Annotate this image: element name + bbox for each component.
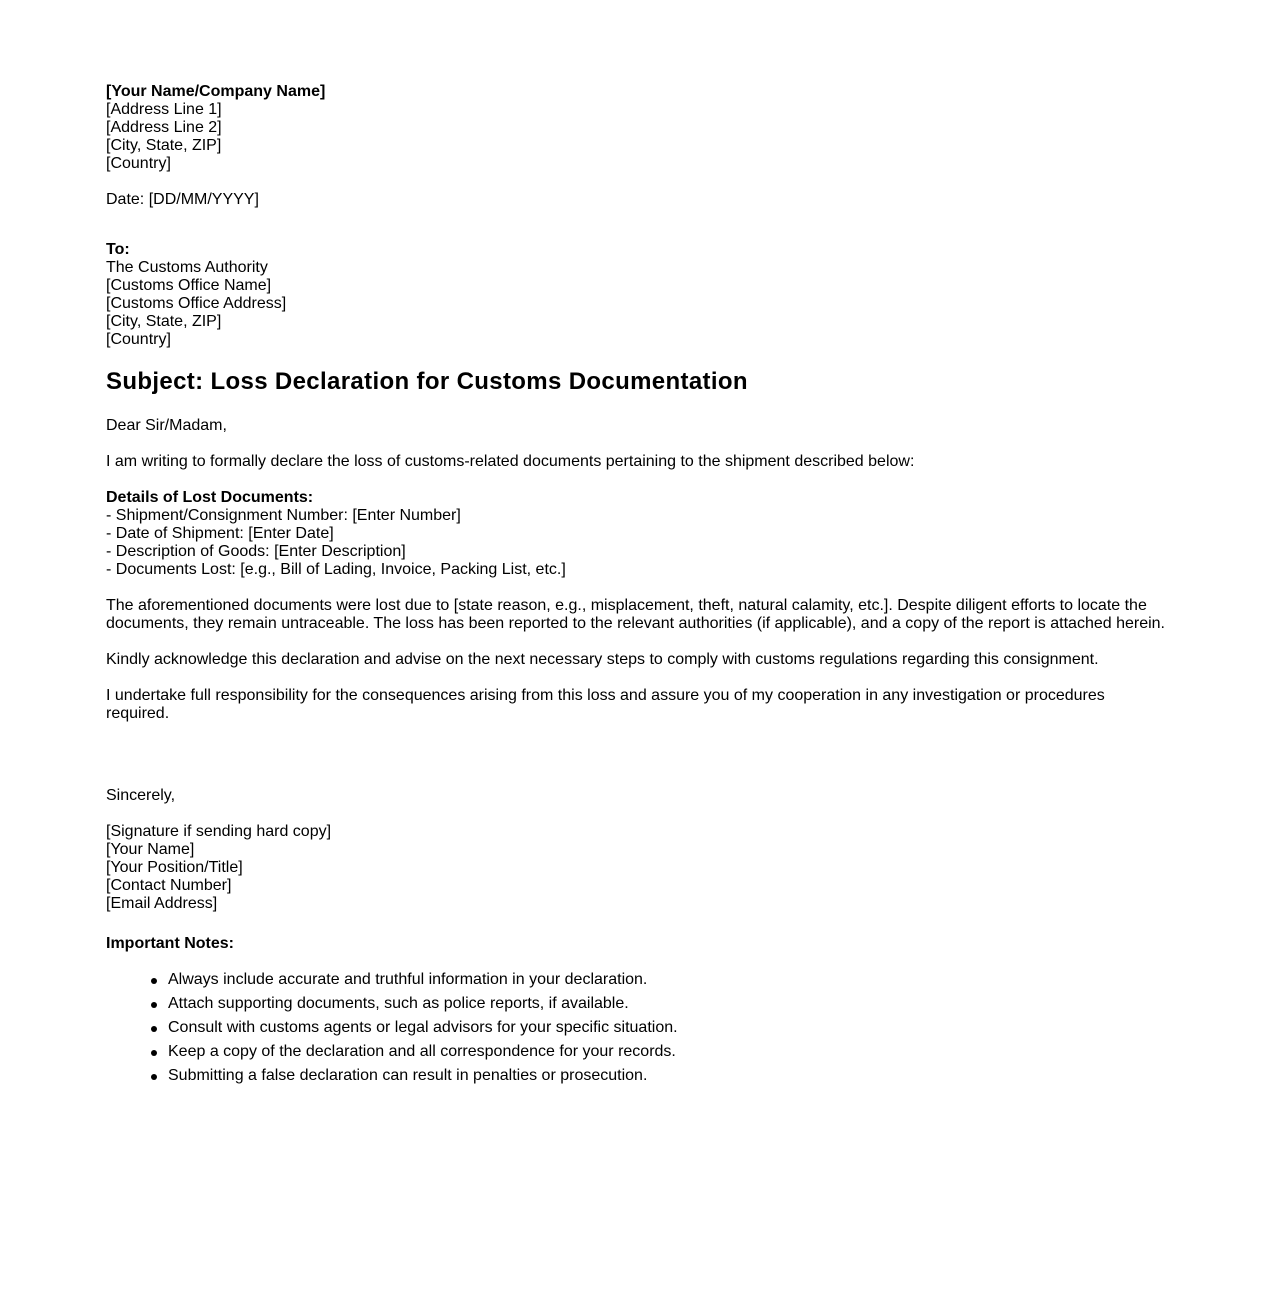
list-item: Attach supporting documents, such as police reports, if available. — [168, 995, 1176, 1019]
signature-line-4: [Contact Number] — [106, 877, 232, 894]
intro-paragraph: I am writing to formally declare the loss of customs-related documents pertaining to the shipment described below: — [106, 453, 915, 470]
signature-line-1: [Signature if sending hard copy] — [106, 823, 332, 840]
sender-name: [Your Name/Company Name] — [106, 83, 326, 100]
sender-country: [Country] — [106, 155, 171, 172]
closing: Sincerely, — [106, 787, 176, 804]
recipient-line-5: [Country] — [106, 331, 171, 348]
notes-heading: Important Notes: — [106, 935, 234, 952]
bullet-icon — [151, 1002, 157, 1008]
sender-block — [106, 83, 1176, 173]
details-item: - Description of Goods: [Enter Description] — [106, 543, 406, 560]
recipient-label: To: — [106, 241, 130, 258]
bullet-icon — [151, 1074, 157, 1080]
signature-line-5: [Email Address] — [106, 895, 218, 912]
details-heading: Details of Lost Documents: — [106, 489, 314, 506]
details-item: - Documents Lost: [e.g., Bill of Lading, Invoice, Packing List, etc.] — [106, 561, 566, 578]
recipient-line-4: [City, State, ZIP] — [106, 313, 222, 330]
list-item: Always include accurate and truthful information in your declaration. — [168, 971, 1176, 995]
recipient-block — [106, 241, 1176, 349]
recipient-line-1: The Customs Authority — [106, 259, 268, 276]
notes-list — [106, 971, 1176, 1091]
salutation: Dear Sir/Madam, — [106, 417, 227, 434]
sender-address-line-1: [Address Line 1] — [106, 101, 222, 118]
sender-address-line-2: [Address Line 2] — [106, 119, 222, 136]
letter-date: Date: [DD/MM/YYYY] — [106, 191, 259, 208]
bullet-icon — [151, 1050, 157, 1056]
details-item: - Date of Shipment: [Enter Date] — [106, 525, 334, 542]
recipient-line-2: [Customs Office Name] — [106, 277, 272, 294]
list-item: Keep a copy of the declaration and all correspondence for your records. — [168, 1043, 1176, 1067]
responsibility-paragraph: I undertake full responsibility for the consequences arising from this loss and assure you of my cooperation in any investigation or procedures required. — [106, 687, 1105, 722]
signature-line-2: [Your Name] — [106, 841, 195, 858]
letter-document — [106, 83, 1176, 1091]
reason-paragraph: The aforementioned documents were lost due to [state reason, e.g., misplacement, theft, natural calamity, etc.]. Despite diligent efforts to locate the documents, they remain untraceable. The loss has been reported to the relevant authorities (if applicable), and a copy of the report is attached herein. — [106, 597, 1165, 632]
signature-block — [106, 823, 1176, 913]
bullet-icon — [151, 978, 157, 984]
request-paragraph: Kindly acknowledge this declaration and advise on the next necessary steps to comply with customs regulations regarding this consignment. — [106, 651, 1099, 668]
list-item: Submitting a false declaration can result in penalties or prosecution. — [168, 1067, 1176, 1091]
bullet-icon — [151, 1026, 157, 1032]
signature-line-3: [Your Position/Title] — [106, 859, 243, 876]
list-item: Consult with customs agents or legal advisors for your specific situation. — [168, 1019, 1176, 1043]
sender-city-state-zip: [City, State, ZIP] — [106, 137, 222, 154]
details-item: - Shipment/Consignment Number: [Enter Number] — [106, 507, 461, 524]
subject-heading: Subject: Loss Declaration for Customs Documentation — [106, 368, 748, 395]
recipient-line-3: [Customs Office Address] — [106, 295, 287, 312]
details-block — [106, 489, 1176, 579]
